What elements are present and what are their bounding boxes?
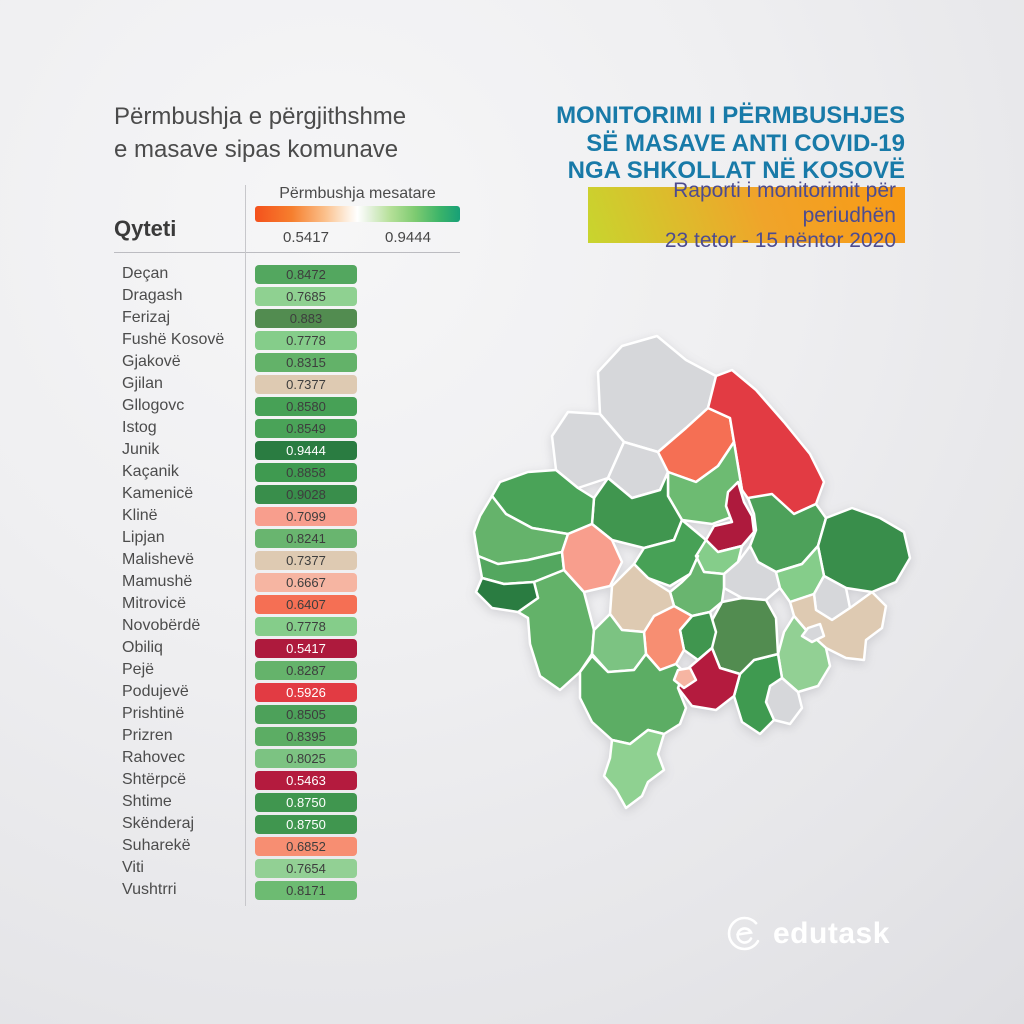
municipality-value-bar: 0.9444	[255, 441, 357, 460]
legend-min-value: 0.5417	[283, 229, 329, 246]
municipality-row	[114, 549, 460, 571]
report-period-line2: 23 tetor - 15 nëntor 2020	[664, 228, 896, 252]
municipality-value-bar: 0.7099	[255, 507, 357, 526]
municipality-row	[114, 747, 460, 769]
municipality-row	[114, 703, 460, 725]
left-panel-title-line1: Përmbushja e përgjithshme	[114, 103, 407, 130]
municipality-row	[114, 615, 460, 637]
municipality-value-bar: 0.8750	[255, 815, 357, 834]
municipality-value-bar: 0.5463	[255, 771, 357, 790]
municipality-row	[114, 483, 460, 505]
municipality-row	[114, 637, 460, 659]
municipality-value-bar: 0.8472	[255, 265, 357, 284]
brand-logo-text: edutask	[773, 916, 890, 950]
municipality-name: Junik	[122, 441, 160, 458]
municipality-row	[114, 373, 460, 395]
municipality-name: Skënderaj	[122, 815, 195, 832]
municipality-value-bar: 0.7377	[255, 551, 357, 570]
legend-label: Përmbushja mesatare	[279, 185, 436, 202]
edutask-e-icon	[726, 915, 763, 952]
municipality-row	[114, 461, 460, 483]
municipality-name: Deçan	[122, 265, 169, 282]
left-panel-title-line2: e masave sipas komunave	[114, 136, 399, 163]
municipality-value-bar: 0.7654	[255, 859, 357, 878]
municipality-row	[114, 659, 460, 681]
municipality-row	[114, 681, 460, 703]
municipality-row	[114, 285, 460, 307]
municipality-name: Obiliq	[122, 639, 163, 656]
report-period-line1: Raporti i monitorimit për periudhën	[673, 178, 896, 227]
municipality-value-bar: 0.6852	[255, 837, 357, 856]
municipality-row	[114, 417, 460, 439]
municipality-row	[114, 791, 460, 813]
municipality-row	[114, 351, 460, 373]
municipality-row	[114, 879, 460, 901]
municipality-value-bar: 0.8315	[255, 353, 357, 372]
municipality-name: Dragash	[122, 287, 183, 304]
municipality-name: Shtërpcë	[122, 771, 187, 788]
municipality-name: Prizren	[122, 727, 173, 744]
municipality-row	[114, 835, 460, 857]
municipality-value-bar: 0.883	[255, 309, 357, 328]
municipality-value-bar: 0.7377	[255, 375, 357, 394]
municipality-value-bar: 0.8505	[255, 705, 357, 724]
municipality-name: Prishtinë	[122, 705, 185, 722]
municipality-name: Klinë	[122, 507, 158, 524]
municipality-row	[114, 813, 460, 835]
left-panel-title	[114, 100, 406, 166]
municipality-value-bar: 0.7685	[255, 287, 357, 306]
main-title-line2: SË MASAVE ANTI COVID-19	[586, 129, 905, 157]
report-period-banner	[588, 178, 905, 252]
municipality-value-bar: 0.8025	[255, 749, 357, 768]
municipality-name: Ferizaj	[122, 309, 171, 326]
municipality-name: Kaçanik	[122, 463, 179, 480]
municipality-name: Mamushë	[122, 573, 193, 590]
municipality-name: Pejë	[122, 661, 155, 678]
municipality-name: Rahovec	[122, 749, 186, 766]
municipality-name: Gjakovë	[122, 353, 181, 370]
municipality-row	[114, 395, 460, 417]
main-title	[556, 102, 905, 185]
municipality-value-bar: 0.8287	[255, 661, 357, 680]
municipality-name: Gllogovc	[122, 397, 185, 414]
municipality-value-bar: 0.7778	[255, 617, 357, 636]
municipality-value-bar: 0.9028	[255, 485, 357, 504]
municipality-row	[114, 593, 460, 615]
municipality-row	[114, 857, 460, 879]
municipality-row	[114, 725, 460, 747]
municipality-value-bar: 0.8549	[255, 419, 357, 438]
main-title-line3: NGA SHKOLLAT NË KOSOVË	[567, 157, 905, 184]
municipality-name: Shtime	[122, 793, 172, 810]
municipality-row	[114, 571, 460, 593]
municipality-value-bar: 0.5417	[255, 639, 357, 658]
municipality-value-bar: 0.6667	[255, 573, 357, 592]
municipality-row	[114, 329, 460, 351]
legend-max-value: 0.9444	[385, 229, 431, 246]
municipality-name: Gjilan	[122, 375, 163, 392]
map-region-dragash	[604, 730, 664, 808]
municipality-row	[114, 263, 460, 285]
municipality-table	[114, 263, 460, 901]
municipality-name: Vushtrri	[122, 881, 177, 898]
municipality-name: Podujevë	[122, 683, 189, 700]
municipality-value-bar: 0.8241	[255, 529, 357, 548]
municipality-value-bar: 0.8580	[255, 397, 357, 416]
municipality-value-bar: 0.8395	[255, 727, 357, 746]
main-title-line1: MONITORIMI I PËRMBUSHJES	[556, 102, 905, 129]
header-divider-line	[114, 252, 460, 253]
municipality-name: Fushë Kosovë	[122, 331, 225, 348]
municipality-name: Lipjan	[122, 529, 165, 546]
municipality-value-bar: 0.6407	[255, 595, 357, 614]
municipality-value-bar: 0.8171	[255, 881, 357, 900]
municipality-row	[114, 527, 460, 549]
municipality-row	[114, 769, 460, 791]
municipality-name: Suharekë	[122, 837, 191, 854]
municipality-row	[114, 439, 460, 461]
municipality-name: Viti	[122, 859, 144, 876]
municipality-name: Mitrovicë	[122, 595, 187, 612]
municipality-value-bar: 0.7778	[255, 331, 357, 350]
municipality-row	[114, 307, 460, 329]
municipality-value-bar: 0.8858	[255, 463, 357, 482]
kosovo-choropleth-map	[472, 330, 912, 810]
municipality-value-bar: 0.5926	[255, 683, 357, 702]
municipality-value-bar: 0.8750	[255, 793, 357, 812]
brand-logo	[726, 915, 890, 952]
municipality-name: Novobërdë	[122, 617, 201, 634]
legend-gradient-bar	[255, 206, 460, 222]
municipality-name: Istog	[122, 419, 157, 436]
column-header-qyteti: Qyteti	[114, 216, 177, 241]
municipality-name: Kamenicë	[122, 485, 194, 502]
municipality-row	[114, 505, 460, 527]
municipality-name: Malishevë	[122, 551, 195, 568]
